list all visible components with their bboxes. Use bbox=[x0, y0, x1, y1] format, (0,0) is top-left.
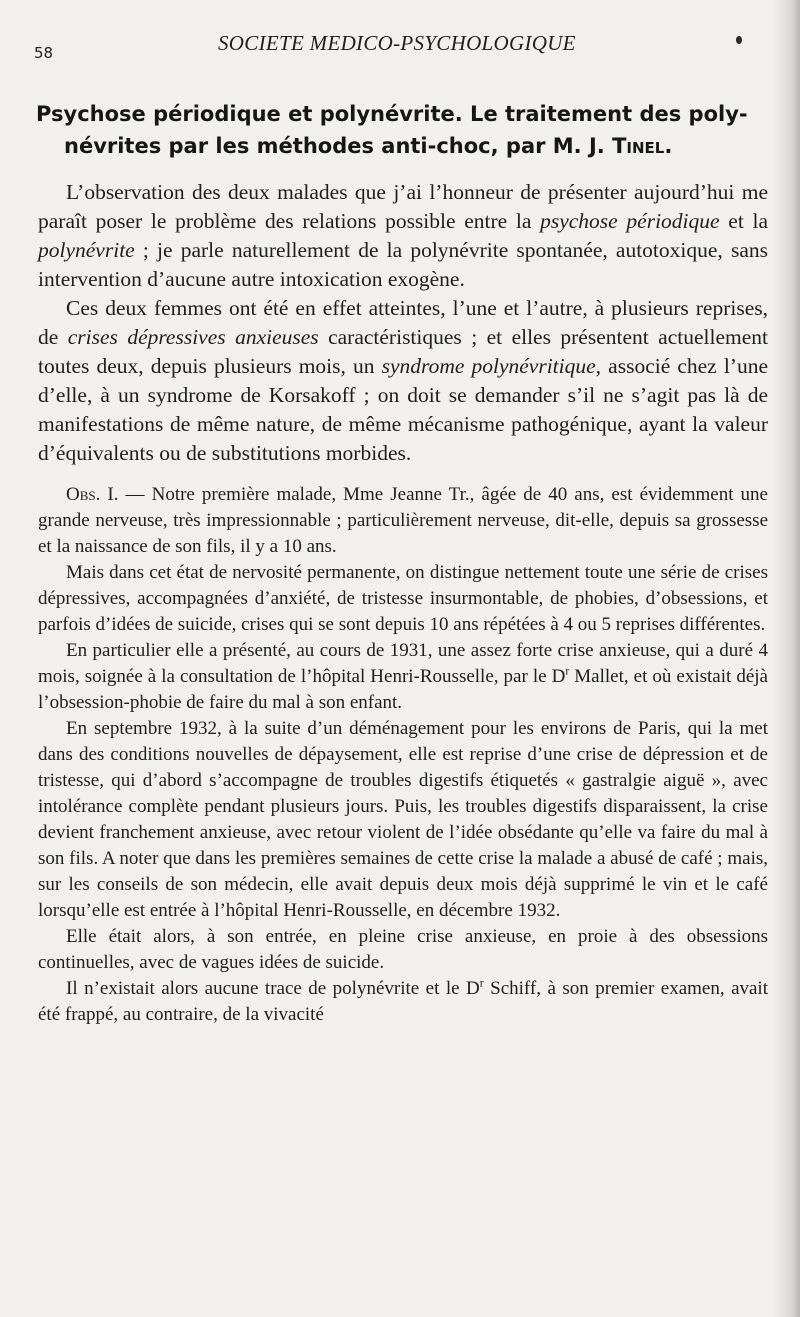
superscript: r bbox=[479, 976, 484, 990]
text-run: ; je parle naturellement de la polynévrite spontanée, autotoxique, sans intervention d’aucune autre intoxication exogène. bbox=[38, 238, 768, 291]
article-title bbox=[36, 98, 766, 162]
text-run: — Notre première malade, Mme Jeanne Tr., âgée de 40 ans, est évidemment une grande nerveuse, très impressionnable ; particulièrement nerveuse, dit-elle, depuis sa grossesse et la naissance de son fils, il y a 10 ans. bbox=[38, 484, 768, 557]
emphasis-polynevrite: polynévrite bbox=[38, 238, 135, 262]
running-title: SOCIETE MEDICO-PSYCHOLOGIQUE bbox=[218, 31, 576, 55]
title-line-1: Psychose périodique et polynévrite. Le traitement des poly- bbox=[36, 102, 748, 126]
text-run: En particulier elle a présenté, au cours de 1931, une assez forte crise anxieuse, qui a duré 4 mois, soignée à la consultation de l’hôpital Henri-Rousselle, par le D bbox=[38, 640, 768, 687]
obs-paragraph-6 bbox=[38, 976, 768, 1028]
title-end: . bbox=[664, 134, 673, 158]
obs-paragraph-1 bbox=[38, 482, 768, 560]
emphasis-syndrome: syndrome polynévritique, bbox=[381, 354, 602, 378]
text-run: caractéristiques ; et elles présentent actuellement toutes deux, depuis plusieurs mois, un bbox=[38, 325, 769, 378]
page-edge-shadow bbox=[772, 0, 800, 1317]
body-text bbox=[38, 178, 768, 1028]
obs-paragraph-2: Mais dans cet état de nervosité permanente, on distingue nettement toute une série de crises dépressives, accompagnées d’anxiété, de tristesse insurmontable, de phobies, d’obsessions, et parfois d’idées de suicide, crises qui se sont depuis 10 ans répétées à 4 ou 5 reprises différentes. bbox=[38, 562, 768, 635]
obs-paragraph-5: Elle était alors, à son entrée, en pleine crise anxieuse, en proie à des obsessions continuelles, avec de vagues idées de suicide. bbox=[38, 926, 768, 973]
text-run: Schiff, à son premier examen, avait été frappé, au contraire, de la vivacité bbox=[38, 978, 768, 1025]
text-run: associé chez l’une d’elle, à un syndrome de Korsakoff ; on doit se demander s’il ne s’agit pas là de manifestations de même nature, de même mécanisme pathogénique, ayant la valeur d’équivalents ou de substitutions morbides. bbox=[38, 354, 769, 465]
obs-paragraph-3 bbox=[38, 638, 768, 716]
author-name: Tinel bbox=[612, 134, 665, 158]
emphasis-psychose: psychose périodique bbox=[540, 209, 720, 233]
text-run: Ces deux femmes ont été en effet atteintes, l’une et l’autre, à plusieurs reprises, de bbox=[38, 296, 768, 349]
obs-paragraph-4: En septembre 1932, à la suite d’un déménagement pour les environs de Paris, qui la met dans des conditions nouvelles de dépaysement, elle est reprise d’une crise de dépression et de tristesse, qui d’abord s’accompagne de troubles digestifs étiquetés « gastralgie aiguë », avec intolérance complète pendant plusieurs jours. Puis, les troubles digestifs disparaissent, la crise devient franchement anxieuse, avec retour violent de l’idée obsédante qu’elle va faire du mal à son fils. A noter que dans les premières semaines de cette crise la malade a abusé de café ; mais, sur les conseils de son médecin, elle avait depuis deux mois déjà supprimé le vin et le café lorsqu’elle est entrée à l’hôpital Henri-Rousselle, en décembre 1932. bbox=[38, 718, 768, 921]
text-run: L’observation des deux malades que j’ai l’honneur de présenter aujourd’hui me paraît poser le problème des relations possible entre la bbox=[38, 180, 768, 233]
running-head bbox=[0, 30, 800, 60]
title-line-2-text: névrites par les méthodes anti-choc, par M. J. bbox=[64, 134, 613, 158]
title-line-2 bbox=[36, 130, 766, 162]
emphasis-crises: crises dépressives anxieuses bbox=[67, 325, 319, 349]
observation-label: Obs. I. bbox=[66, 484, 119, 505]
intro-paragraph-1 bbox=[38, 178, 768, 294]
text-run: Mallet, et où existait déjà l’obsession-phobie de faire du mal à son enfant. bbox=[38, 666, 768, 713]
page-number: 58 bbox=[34, 44, 54, 62]
superscript: r bbox=[565, 664, 570, 678]
intro-paragraph-2 bbox=[38, 294, 768, 468]
text-run: et la bbox=[719, 209, 768, 233]
text-run: Il n’existait alors aucune trace de polynévrite et le D bbox=[66, 978, 480, 999]
section-gap bbox=[38, 468, 768, 482]
